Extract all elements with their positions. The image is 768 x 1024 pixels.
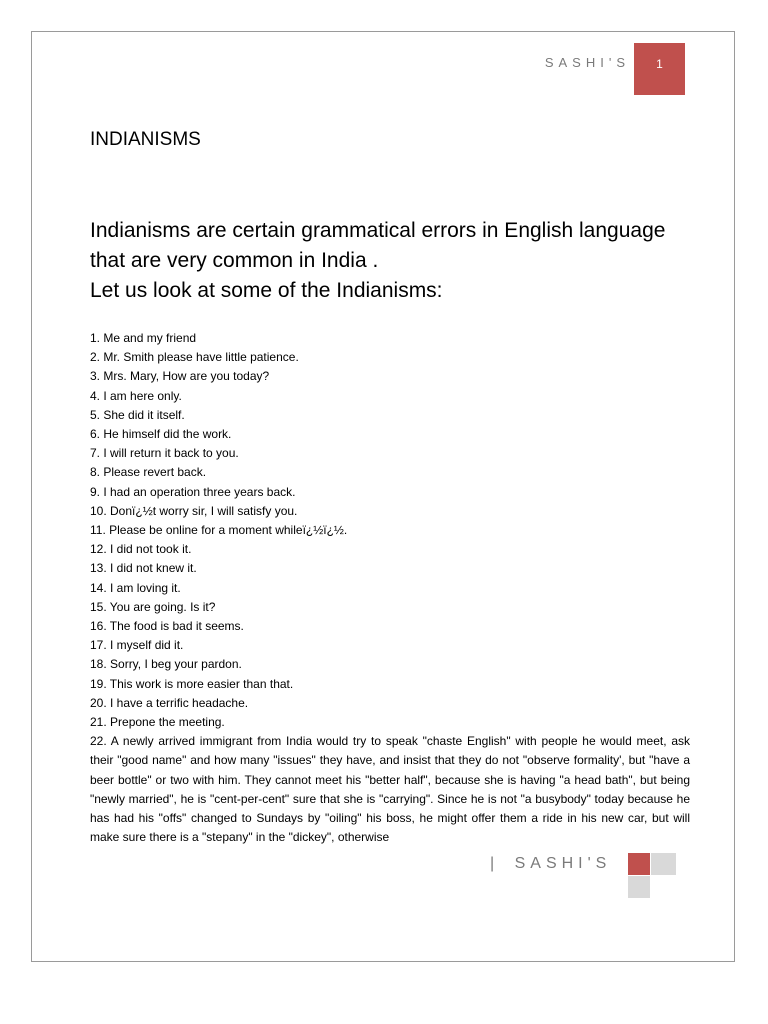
list-item: 16. The food is bad it seems. bbox=[90, 619, 244, 634]
footer bbox=[490, 855, 611, 873]
list-item: 15. You are going. Is it? bbox=[90, 599, 216, 614]
list-item: 21. Prepone the meeting. bbox=[90, 715, 225, 730]
list-item: 3. Mrs. Mary, How are you today? bbox=[90, 369, 270, 384]
list-item: 1. Me and my friend bbox=[90, 331, 197, 345]
list-item: 4. I am here only. bbox=[90, 388, 182, 403]
intro-line-1: Indianisms are certain grammatical errors in English language that are very common in India . bbox=[90, 219, 666, 272]
list-item: 12. I did not took it. bbox=[90, 542, 192, 557]
list-item: 17. I myself did it. bbox=[90, 638, 184, 653]
footer-gray-square-bottom bbox=[628, 876, 650, 898]
page-number-box bbox=[634, 43, 685, 95]
footer-pipe: | bbox=[490, 855, 500, 872]
header-name: SASHI'S bbox=[544, 55, 630, 70]
list-item: 6. He himself did the work. bbox=[90, 427, 232, 442]
list-item: 22. A newly arrived immigrant from India would try to speak "chaste English" with people he would meet, ask their "good name" and how many "issues" they have, and insist that they do not "observe formality', but "have a beer bottle" or two with him. They cannot meet his "better half", because she is having "a head bath", but being "newly married", he is "cent-per-cent" sure that she is "carrying". Since he is not "a busybody" today because he has had his "offs" changed to Sundays by "oiling" his boss, he might offer them a ride in his new car, but will make sure there is a "stepany" in the "dickey", otherwise bbox=[90, 734, 690, 845]
list-item: 11. Please be online for a moment whileï¿½ï¿½. bbox=[90, 523, 348, 538]
list-item: 5. She did it itself. bbox=[90, 407, 185, 422]
footer-name: SASHI'S bbox=[514, 855, 612, 872]
list-item: 9. I had an operation three years back. bbox=[90, 484, 296, 499]
document-title: INDIANISMS bbox=[90, 129, 201, 150]
list-item: 14. I am loving it. bbox=[90, 580, 181, 595]
list-item: 10. Donï¿½t worry sir, I will satisfy you. bbox=[90, 503, 298, 518]
intro-line-2: Let us look at some of the Indianisms: bbox=[90, 279, 443, 302]
list-item: 13. I did not knew it. bbox=[90, 561, 197, 576]
list-item: 7. I will return it back to you. bbox=[90, 446, 239, 461]
list-item: 2. Mr. Smith please have little patience. bbox=[90, 350, 299, 365]
indianisms-list bbox=[90, 329, 690, 847]
list-item: 20. I have a terrific headache. bbox=[90, 695, 249, 710]
list-item: 18. Sorry, I beg your pardon. bbox=[90, 657, 242, 672]
list-item: 8. Please revert back. bbox=[90, 465, 207, 480]
list-item: 19. This work is more easier than that. bbox=[90, 676, 294, 691]
page-number: 1 bbox=[656, 57, 663, 71]
intro-section bbox=[90, 216, 690, 306]
footer-gray-square-right bbox=[651, 853, 676, 875]
footer-red-square bbox=[628, 853, 650, 875]
